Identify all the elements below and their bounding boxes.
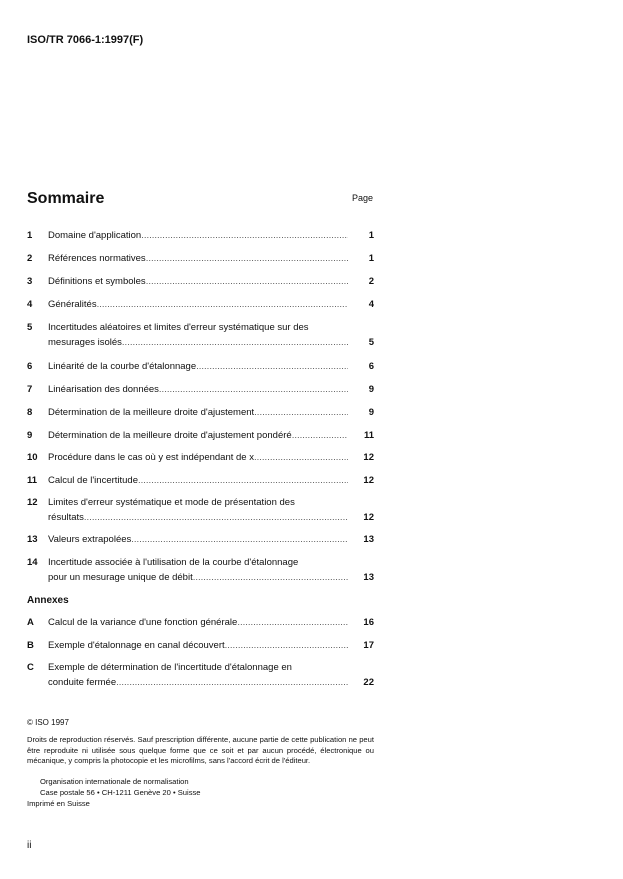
entry-title: Détermination de la meilleure droite d'ajustement [48, 407, 255, 418]
entry-number: A [27, 617, 34, 628]
leader-dots [146, 274, 348, 289]
entry-number: 14 [27, 557, 38, 568]
leader-dots [225, 638, 348, 653]
toc-entry[interactable] [27, 405, 374, 420]
toc-entry[interactable] [27, 320, 374, 350]
entry-title: Définitions et symboles [48, 276, 146, 287]
entry-number: 7 [27, 384, 33, 395]
entry-number: 9 [27, 430, 33, 441]
entry-number: 4 [27, 299, 33, 310]
entry-number: B [27, 640, 34, 651]
leader-dots [138, 473, 348, 488]
entry-page: 5 [368, 337, 374, 348]
entry-number: 1 [27, 230, 33, 241]
toc-entry[interactable] [27, 495, 374, 525]
entry-number: 5 [27, 322, 33, 333]
toc-entry[interactable] [27, 638, 374, 653]
toc-entry[interactable] [27, 428, 374, 443]
entry-title: Détermination de la meilleure droite d'ajustement pondéré [48, 430, 292, 441]
entry-title: Domaine d'application [48, 230, 142, 241]
entry-page: 6 [368, 361, 374, 372]
toc-entry[interactable] [27, 450, 374, 465]
toc-entry[interactable] [27, 660, 374, 690]
entry-title: mesurages isolés [48, 337, 122, 348]
entry-page: 17 [363, 640, 374, 651]
entry-number: 12 [27, 497, 38, 508]
toc-entry[interactable] [27, 251, 374, 266]
entry-page: 2 [368, 276, 374, 287]
entry-title: Exemple d'étalonnage en canal découvert [48, 640, 225, 651]
leader-dots [131, 532, 348, 547]
entry-page: 4 [368, 299, 374, 310]
entry-title: Références normatives [48, 253, 146, 264]
page-column-label: Page [352, 193, 374, 203]
entry-number: 2 [27, 253, 33, 264]
entry-title: Linéarisation des données [48, 384, 159, 395]
entry-page: 11 [363, 430, 374, 441]
page-number: ii [27, 840, 32, 851]
entry-number: 10 [27, 452, 38, 463]
leader-dots [237, 615, 348, 630]
printed-in: Imprimé en Suisse [27, 799, 90, 808]
entry-title: résultats [48, 512, 84, 523]
entry-title: Procédure dans le cas où y est indépendant de x [48, 452, 254, 463]
entry-number: C [27, 662, 34, 673]
entry-page: 22 [363, 677, 374, 688]
leader-dots [254, 450, 348, 465]
entry-number: 6 [27, 361, 33, 372]
toc-entry[interactable] [27, 359, 374, 374]
entry-page: 1 [368, 253, 374, 264]
leader-dots [84, 510, 348, 525]
leader-dots [97, 297, 348, 312]
entry-page: 13 [363, 572, 374, 583]
entry-title-line1: Exemple de détermination de l'incertitude d'étalonnage en [48, 662, 292, 673]
entry-number: 3 [27, 276, 33, 287]
toc-entry[interactable] [27, 473, 374, 488]
entry-page: 16 [363, 617, 374, 628]
entry-title: conduite fermée [48, 677, 117, 688]
org-address: Case postale 56 • CH-1211 Genève 20 • Suisse [40, 787, 201, 797]
toc-entry[interactable] [27, 615, 374, 630]
entry-number: 8 [27, 407, 33, 418]
toc-entry[interactable] [27, 382, 374, 397]
toc-entry[interactable] [27, 274, 374, 289]
entry-title: Valeurs extrapolées [48, 534, 132, 545]
entry-page: 12 [363, 512, 374, 523]
toc-entry[interactable] [27, 297, 374, 312]
org-name: Organisation internationale de normalisation [40, 777, 189, 786]
toc-entry[interactable] [27, 228, 374, 243]
entry-title: pour un mesurage unique de débit [48, 572, 193, 583]
entry-title: Calcul de l'incertitude [48, 475, 138, 486]
rights-notice: Droits de reproduction réservés. Sauf prescription différente, aucune partie de cette publication ne peut être reproduite ni utilisée sous quelque forme que ce soit et par aucun procédé, électronique ou mécanique, y compris la photocopie et les microfilms, sans l'accord écrit de l'éditeur. [27, 735, 374, 765]
entry-page: 13 [363, 534, 374, 545]
entry-page: 12 [363, 452, 374, 463]
document-header: ISO/TR 7066-1:1997(F) [27, 34, 144, 46]
entry-page: 12 [363, 475, 374, 486]
leader-dots [254, 405, 348, 420]
entry-title-line1: Limites d'erreur systématique et mode de présentation des [48, 497, 295, 508]
leader-dots [116, 675, 348, 690]
entry-title: Généralités [48, 299, 97, 310]
entry-page: 9 [368, 407, 374, 418]
leader-dots [292, 428, 348, 443]
copyright: © ISO 1997 [27, 718, 69, 727]
organisation-address [40, 777, 201, 798]
annexes-heading: Annexes [27, 595, 69, 606]
entry-title-line1: Incertitudes aléatoires et limites d'erreur systématique sur des [48, 322, 309, 333]
entry-title: Linéarité de la courbe d'étalonnage [48, 361, 197, 372]
entry-page: 1 [368, 230, 374, 241]
leader-dots [193, 570, 348, 585]
entry-page: 9 [368, 384, 374, 395]
toc-entry[interactable] [27, 532, 374, 547]
entry-title-line1: Incertitude associée à l'utilisation de la courbe d'étalonnage [48, 557, 299, 568]
leader-dots [159, 382, 348, 397]
entry-number: 11 [27, 475, 38, 486]
entry-title: Calcul de la variance d'une fonction générale [48, 617, 238, 628]
page-title: Sommaire [27, 190, 105, 207]
leader-dots [196, 359, 348, 374]
entry-number: 13 [27, 534, 38, 545]
leader-dots [141, 228, 348, 243]
leader-dots [146, 251, 348, 266]
leader-dots [122, 335, 348, 350]
toc-entry[interactable] [27, 555, 374, 585]
